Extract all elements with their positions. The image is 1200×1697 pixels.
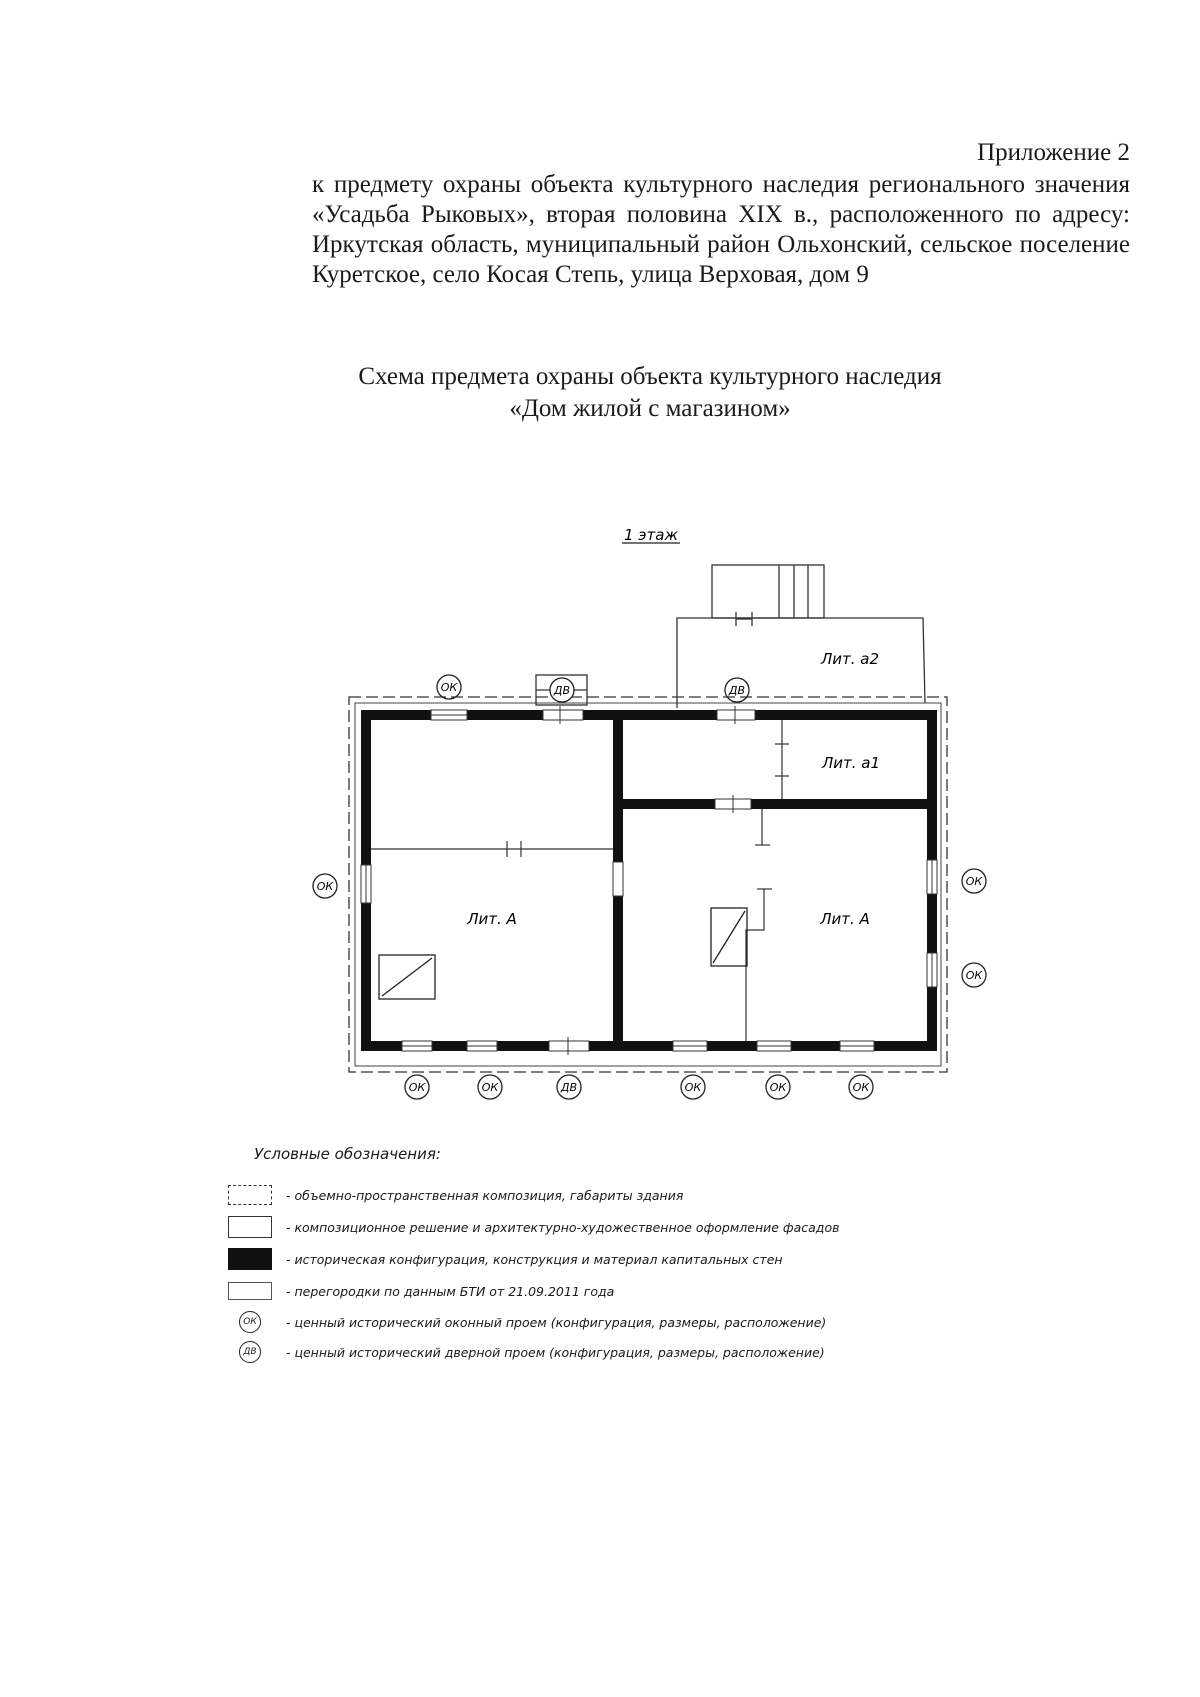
legend-row-partitions bbox=[228, 1279, 928, 1303]
label-lit-a-right: Лит. А bbox=[820, 910, 870, 928]
legend-row-walls bbox=[228, 1247, 928, 1271]
legend-symbol-dashed bbox=[228, 1185, 272, 1205]
door-marker-text: ДВ bbox=[560, 1081, 578, 1094]
window-marker-text: ОК bbox=[316, 880, 334, 893]
window-marker-text: ОК bbox=[769, 1081, 787, 1094]
legend-text: - ценный исторический оконный проем (конфигурация, размеры, расположение) bbox=[286, 1314, 827, 1330]
legend-symbol-door bbox=[228, 1341, 272, 1363]
legend-symbol-window bbox=[228, 1311, 272, 1333]
window-marker bbox=[478, 1075, 502, 1099]
legend-row-window bbox=[228, 1310, 928, 1334]
window-marker-text: ОК bbox=[481, 1081, 499, 1094]
window-markers bbox=[313, 675, 986, 1099]
label-lit-a-left: Лит. А bbox=[467, 910, 517, 928]
window-marker bbox=[849, 1075, 873, 1099]
door-marker-text: ДВ bbox=[553, 684, 571, 697]
door-marker bbox=[557, 1075, 581, 1099]
door-marker bbox=[725, 678, 749, 702]
legend-symbol-outline bbox=[228, 1216, 272, 1238]
door-marker-text: ДВ bbox=[728, 684, 746, 697]
window-marker-text: ОК bbox=[408, 1081, 426, 1094]
stove-left bbox=[379, 955, 435, 999]
floor-label: 1 этаж bbox=[624, 526, 678, 544]
window-marker bbox=[962, 963, 986, 987]
partitions bbox=[371, 720, 789, 1041]
annex-a2 bbox=[677, 565, 925, 708]
window-marker-text: ОК bbox=[852, 1081, 870, 1094]
legend-text: - ценный исторический дверной проем (конфигурация, размеры, расположение) bbox=[286, 1344, 825, 1360]
appendix-title: Приложение 2 bbox=[977, 139, 1130, 166]
legend-title: Условные обозначения: bbox=[254, 1145, 441, 1163]
window-marker bbox=[766, 1075, 790, 1099]
legend-symbol-thin bbox=[228, 1282, 272, 1300]
legend-text: - перегородки по данным БТИ от 21.09.2011 года bbox=[286, 1283, 615, 1299]
legend-text: - объемно-пространственная композиция, габариты здания bbox=[286, 1187, 684, 1203]
window-marker bbox=[962, 869, 986, 893]
legend-row-door bbox=[228, 1340, 928, 1364]
label-lit-a2: Лит. а2 bbox=[820, 650, 880, 668]
legend-row-envelope bbox=[228, 1183, 928, 1207]
scheme-title-line1: Схема предмета охраны объекта культурного наследия bbox=[358, 363, 942, 390]
legend-symbol-filled bbox=[228, 1248, 272, 1270]
label-lit-a1: Лит. а1 bbox=[821, 754, 881, 772]
window-marker bbox=[681, 1075, 705, 1099]
door-markers bbox=[550, 678, 749, 1099]
window-marker-text: ОК bbox=[965, 875, 983, 888]
window-marker-text: ОК bbox=[440, 681, 458, 694]
scheme-title-line2: «Дом жилой с магазином» bbox=[509, 395, 791, 422]
legend-text: - историческая конфигурация, конструкция и материал капитальных стен bbox=[286, 1251, 783, 1267]
stove-right bbox=[711, 908, 747, 966]
window-marker-icon: ОК bbox=[239, 1311, 261, 1333]
window-marker bbox=[437, 675, 461, 699]
appendix-body: к предмету охраны объекта культурного наследия регионального значения «Усадьба Рыковых», вторая половина XIX в., расположенного по адресу: Иркутская область, муниципальный район Ольхонский, сельское поселение Куретское, село Косая Степь, улица Верховая, дом 9 bbox=[312, 171, 1130, 288]
window-marker bbox=[405, 1075, 429, 1099]
legend-text: - композиционное решение и архитектурно-художественное оформление фасадов bbox=[286, 1219, 840, 1235]
window-marker-text: ОК bbox=[965, 969, 983, 982]
door-marker-icon: ДВ bbox=[239, 1341, 261, 1363]
window-marker bbox=[313, 874, 337, 898]
legend-row-facade bbox=[228, 1215, 928, 1239]
door-marker bbox=[550, 678, 574, 702]
window-marker-text: ОК bbox=[684, 1081, 702, 1094]
